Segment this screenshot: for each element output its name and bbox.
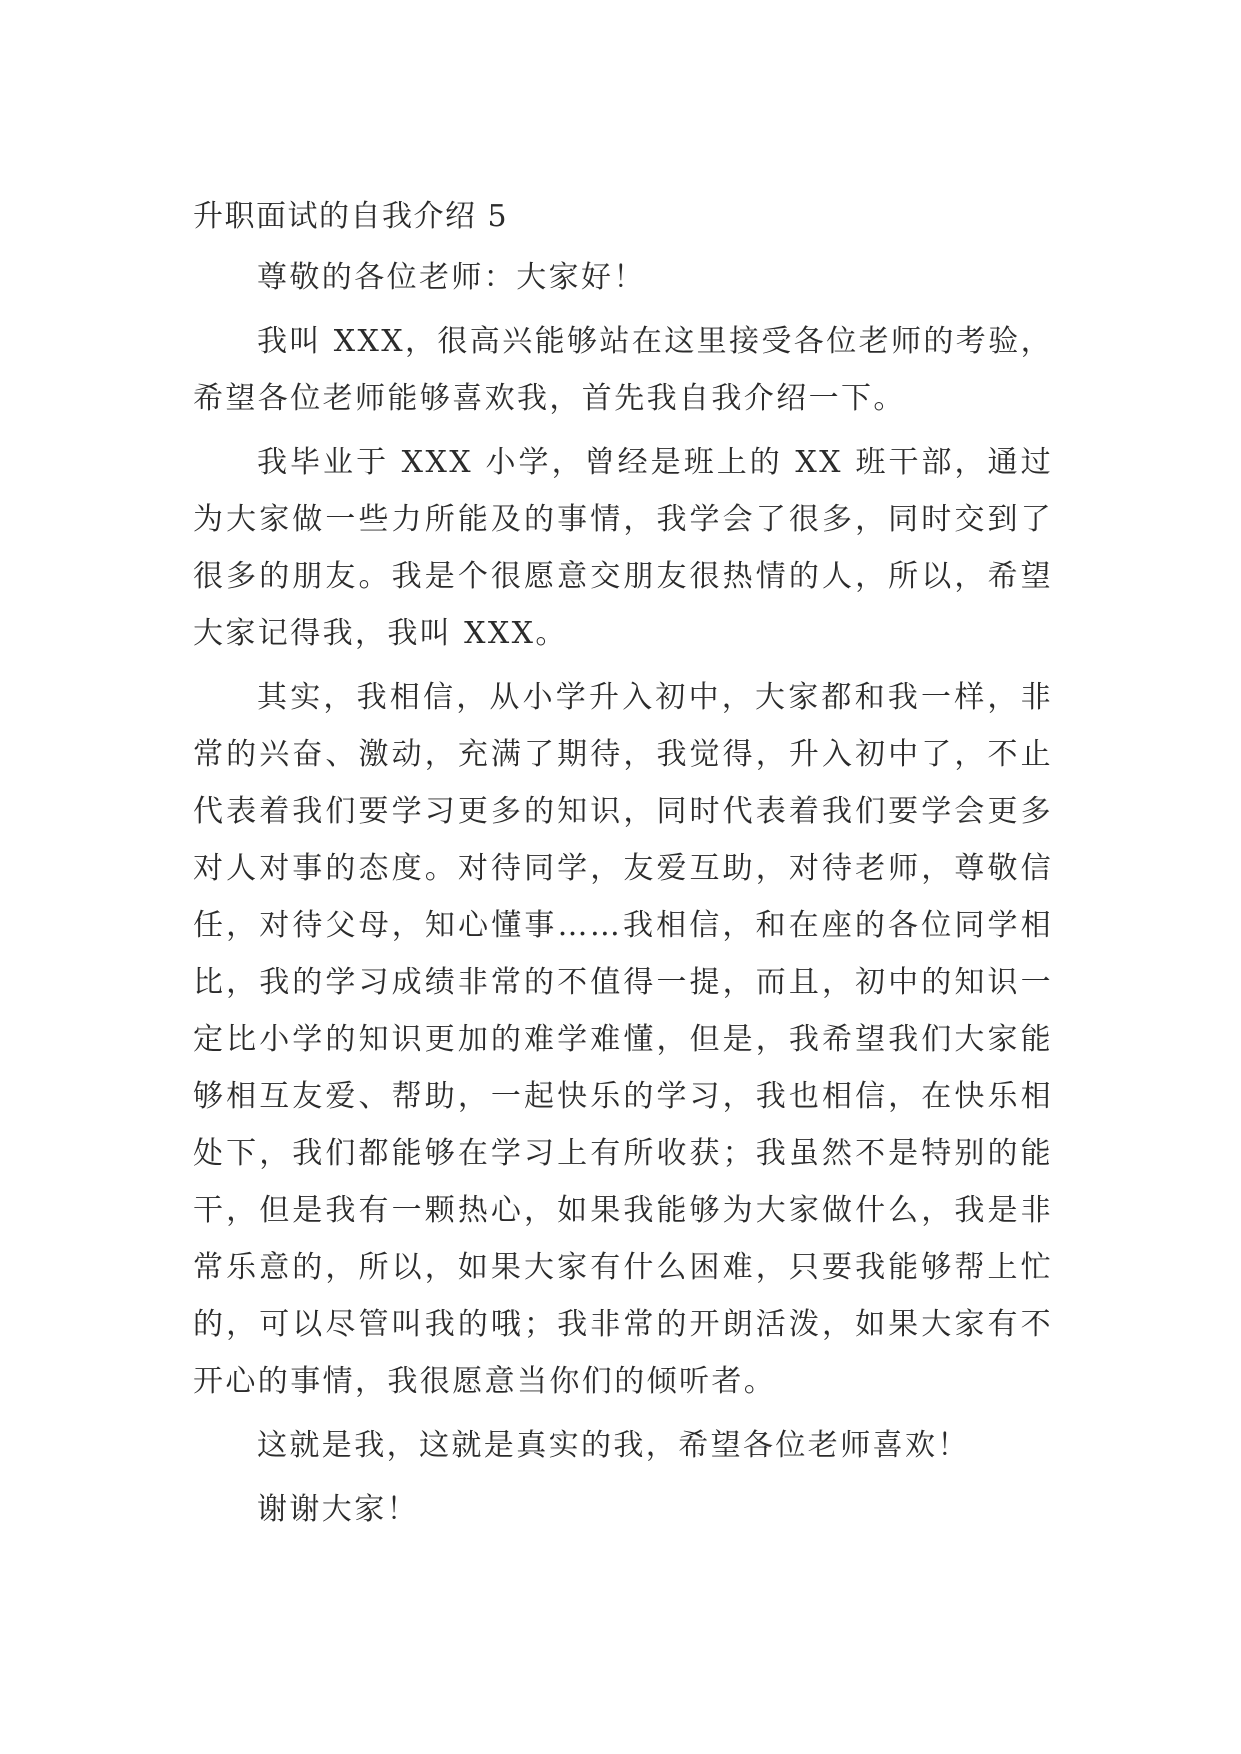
intro-paragraph: 我叫 XXX，很高兴能够站在这里接受各位老师的考验，希望各位老师能够喜欢我，首先我自我介绍一下。	[193, 324, 1054, 416]
document-title: 升职面试的自我介绍 5	[193, 199, 509, 234]
greeting-paragraph: 尊敬的各位老师：大家好！	[257, 260, 646, 295]
main-paragraph: 其实，我相信，从小学升入初中，大家都和我一样，非常的兴奋、激动，充满了期待，我觉得，升入初中了，不止代表着我们要学习更多的知识，同时代表着我们要学会更多对人对事的态度。对待同学，友爱互助，对待老师，尊敬信任，对待父母，知心懂事……我相信，和在座的各位同学相比，我的学习成绩非常的不值得一提，而且，初中的知识一定比小学的知识更加的难学难懂，但是，我希望我们大家能够相互友爱、帮助，一起快乐的学习，我也相信，在快乐相处下，我们都能够在学习上有所收获；我虽然不是特别的能干，但是我有一颗热心，如果我能够为大家做什么，我是非常乐意的，所以，如果大家有什么困难，只要我能够帮上忙的，可以尽管叫我的哦；我非常的开朗活泼，如果大家有不开心的事情，我很愿意当你们的倾听者。	[193, 680, 1053, 1399]
document-body	[193, 188, 1053, 1545]
thanks-paragraph: 谢谢大家！	[257, 1492, 419, 1527]
closing-paragraph: 这就是我，这就是真实的我，希望各位老师喜欢！	[257, 1428, 970, 1463]
school-paragraph: 我毕业于 XXX 小学，曾经是班上的 XX 班干部，通过为大家做一些力所能及的事情，我学会了很多，同时交到了很多的朋友。我是个很愿意交朋友很热情的人，所以，希望大家记得我，我叫 XXX。	[193, 445, 1053, 651]
